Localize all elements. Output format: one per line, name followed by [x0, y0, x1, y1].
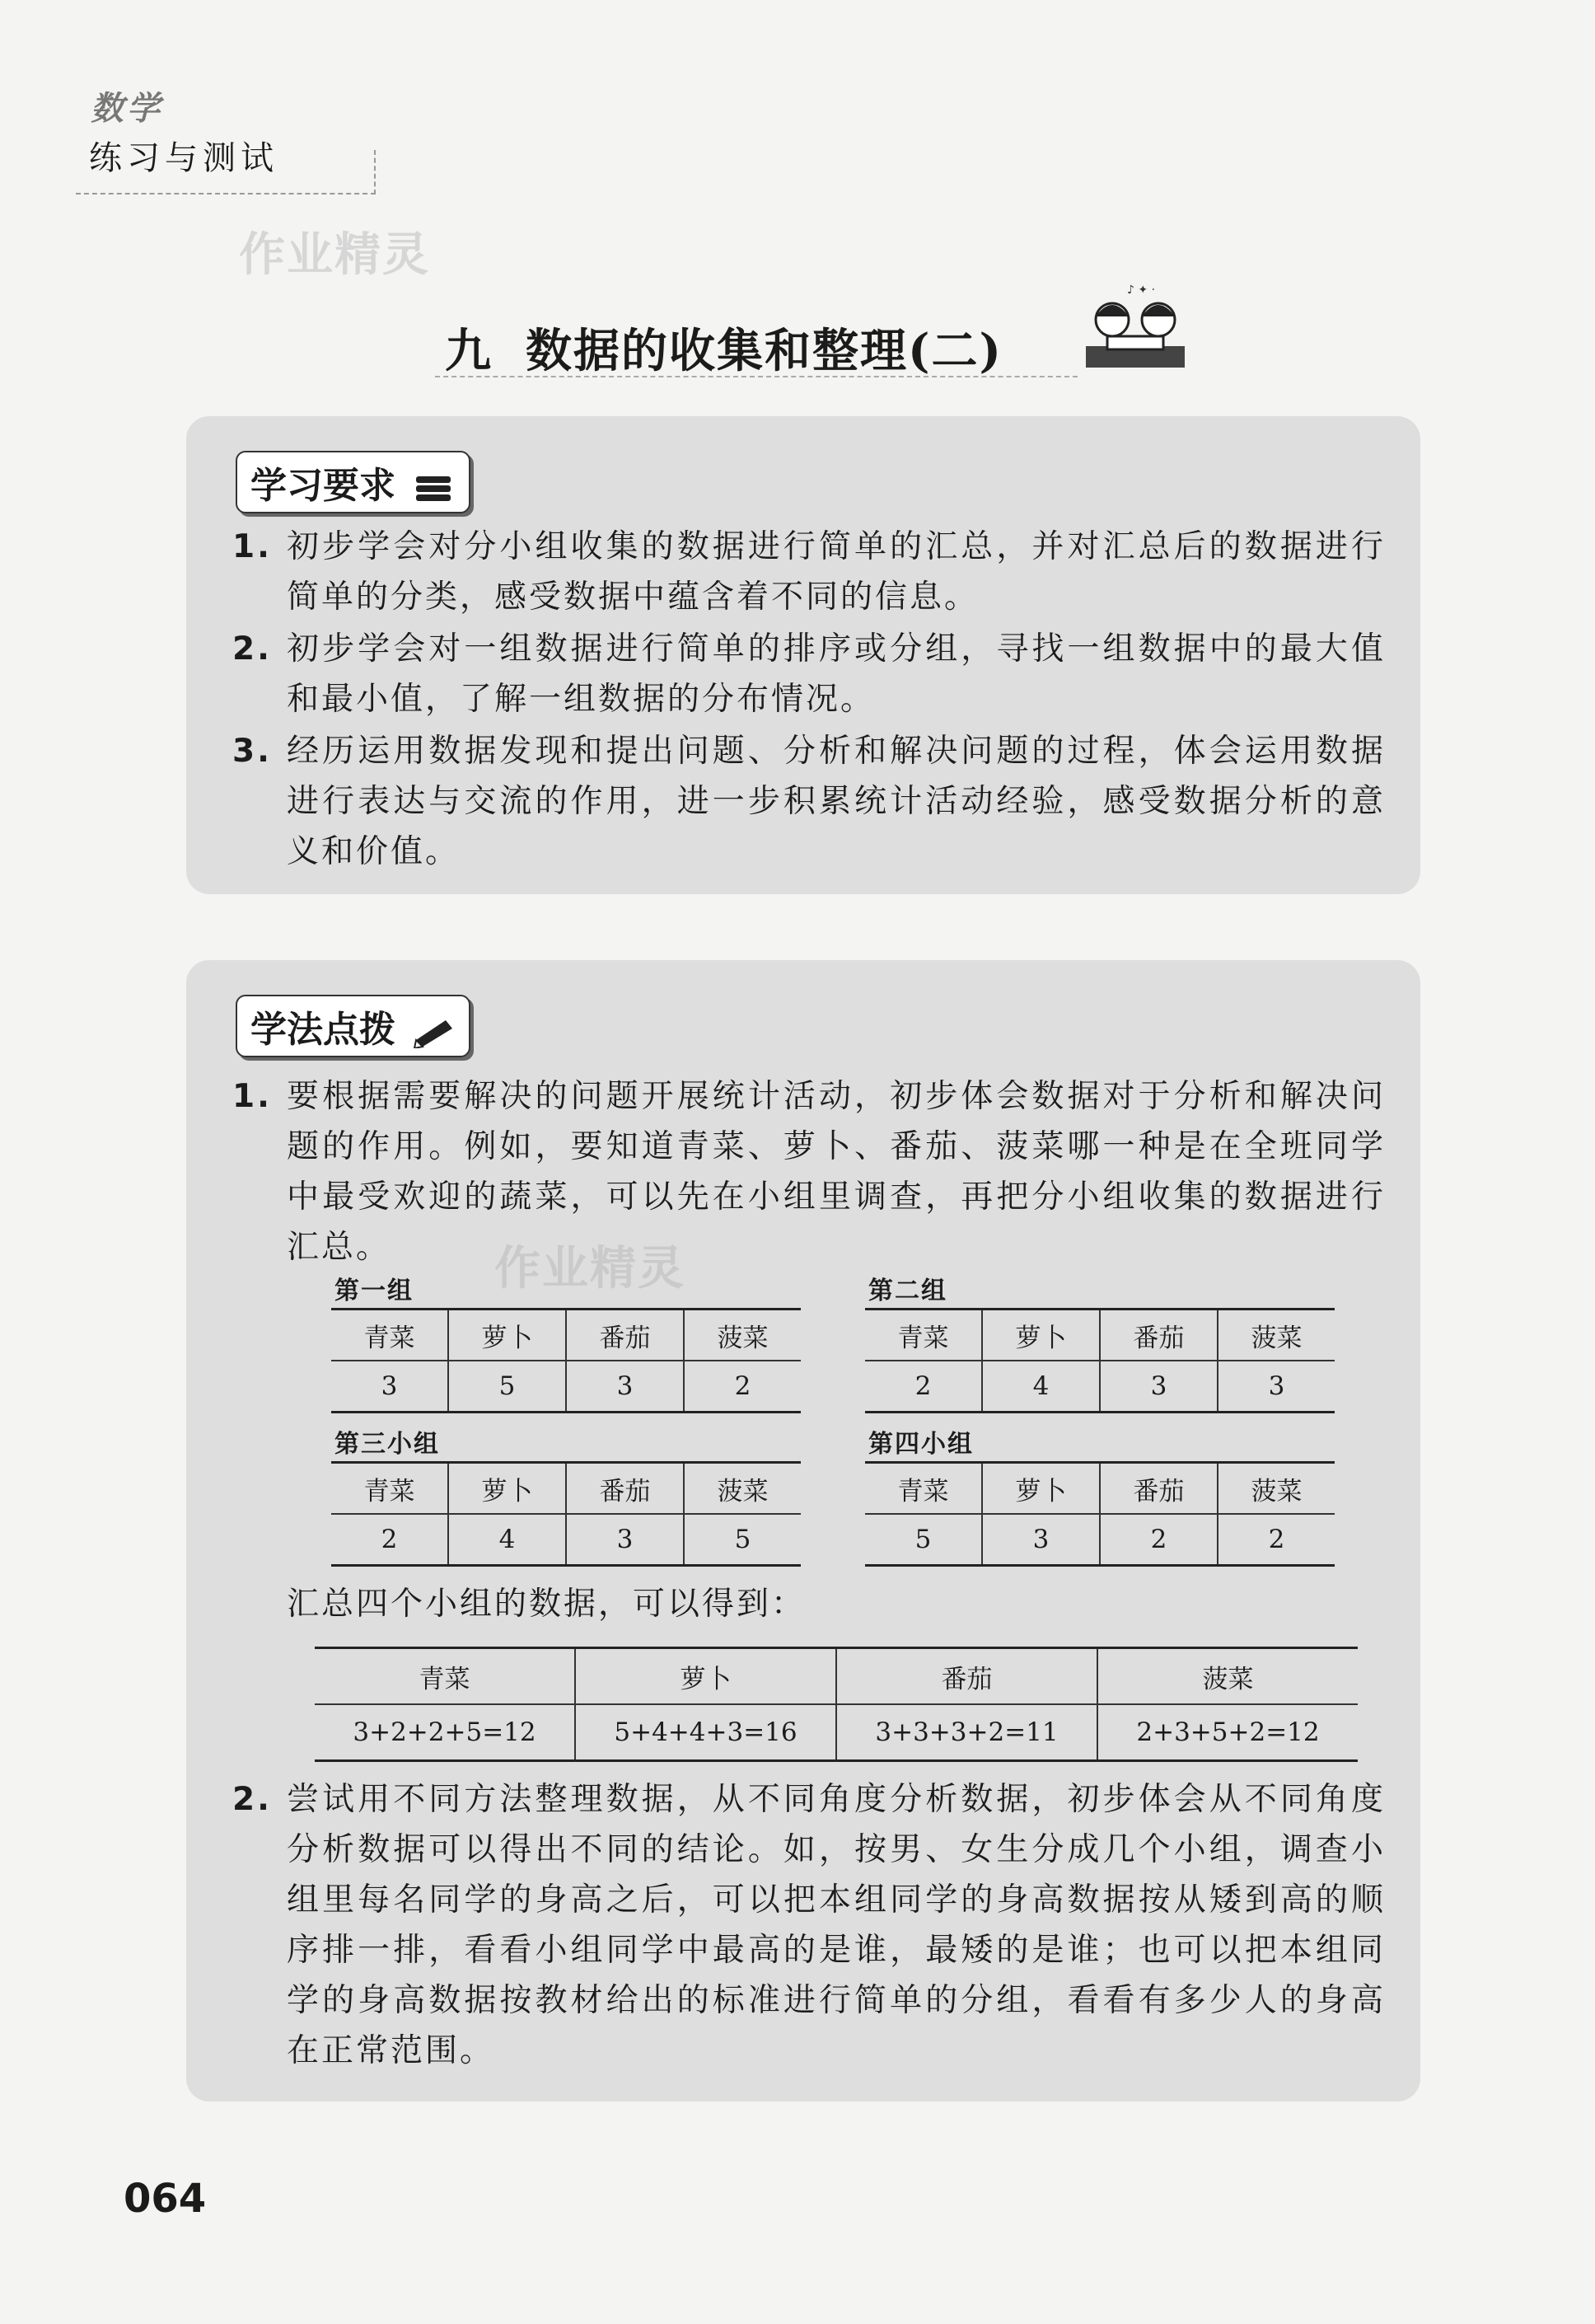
chapter-underline [435, 376, 1078, 377]
table-cell: 3 [1218, 1361, 1335, 1413]
table-cell: 3 [566, 1361, 684, 1413]
table-header-cell: 青菜 [865, 1463, 982, 1515]
table-cell: 5 [448, 1361, 566, 1413]
table-header-cell: 萝卜 [982, 1463, 1100, 1515]
item-number: 2. [232, 1781, 272, 1818]
tips-item-1 [232, 1071, 1386, 1272]
table-cell: 4 [982, 1361, 1100, 1413]
page-number: 064 [124, 2176, 207, 2222]
group-table [865, 1461, 1335, 1567]
book-icon [413, 471, 456, 504]
watermark: 作业精灵 [494, 1242, 685, 1296]
requirements-heading [236, 451, 470, 513]
table-header-cell: 菠菜 [684, 1463, 801, 1515]
item-text: 尝试用不同方法整理数据，从不同角度分析数据，初步体会从不同角度分析数据可以得出不同的结论。如，按男、女生分成几个小组，调查小组里每名同学的身高之后，可以把本组同学的身高数据按从矮到高的顺序排一排，看看小组同学中最高的是谁，最矮的是谁；也可以把本组同学的身高数据按教材给出的标准进行简单的分组，看看有多少人的身高在正常范围。 [287, 1781, 1386, 2069]
table-header-cell: 青菜 [331, 1463, 448, 1515]
table-header-cell: 番茄 [1100, 1310, 1218, 1361]
table-header-cell: 萝卜 [448, 1463, 566, 1515]
item-text: 初步学会对一组数据进行简单的排序或分组，寻找一组数据中的最大值和最小值，了解一组数据的分布情况。 [287, 630, 1386, 718]
item-number: 1. [232, 1078, 272, 1115]
table-cell: 5 [684, 1514, 801, 1566]
item-text: 初步学会对分小组收集的数据进行简单的汇总，并对汇总后的数据进行简单的分类，感受数据中蕴含着不同的信息。 [287, 528, 1386, 616]
table-header-cell: 番茄 [836, 1648, 1097, 1705]
reading-kids-icon [1078, 277, 1193, 376]
group-label: 第一组 [334, 1277, 414, 1305]
requirements-panel [186, 416, 1420, 894]
table-header-cell: 菠菜 [1218, 1463, 1335, 1515]
table-header-cell: 青菜 [865, 1310, 982, 1361]
chapter-number: 九 [445, 324, 493, 378]
item-text: 要根据需要解决的问题开展统计活动，初步体会数据对于分析和解决问题的作用。例如，要知道青菜、萝卜、番茄、菠菜哪一种是在全班同学中最受欢迎的蔬菜，可以先在小组里调查，再把分小组收集的数据进行汇总。 [287, 1078, 1386, 1266]
tips-item-2 [232, 1774, 1386, 2076]
table-cell: 2 [684, 1361, 801, 1413]
group-table [865, 1308, 1335, 1413]
requirement-item [232, 624, 1386, 724]
summary-lead-text: 汇总四个小组的数据，可以得到： [287, 1586, 807, 1623]
subject-label: 数学 [91, 90, 163, 128]
table-cell: 5 [865, 1514, 982, 1566]
table-cell: 2 [1100, 1514, 1218, 1566]
table-cell: 3 [982, 1514, 1100, 1566]
table-cell: 3 [331, 1361, 448, 1413]
table-header-cell: 番茄 [566, 1463, 684, 1515]
table-cell: 2 [1218, 1514, 1335, 1566]
group-label: 第三小组 [334, 1430, 440, 1459]
group-table [331, 1308, 801, 1413]
chapter-name: 数据的收集和整理(二) [526, 324, 1003, 378]
group-label: 第四小组 [868, 1430, 974, 1459]
table-header-cell: 青菜 [331, 1310, 448, 1361]
table-cell: 3 [1100, 1361, 1218, 1413]
item-text: 经历运用数据发现和提出问题、分析和解决问题的过程，体会运用数据进行表达与交流的作用，进一步积累统计活动经验，感受数据分析的意义和价值。 [287, 733, 1386, 870]
tips-panel [186, 960, 1420, 2101]
table-header-cell: 萝卜 [448, 1310, 566, 1361]
table-header-cell: 青菜 [315, 1648, 575, 1705]
requirement-item [232, 726, 1386, 877]
table-header-cell: 番茄 [566, 1310, 684, 1361]
table-header-cell: 番茄 [1100, 1463, 1218, 1515]
table-cell: 3+2+2+5=12 [315, 1704, 575, 1761]
table-cell: 3+3+3+2=11 [836, 1704, 1097, 1761]
table-cell: 2+3+5+2=12 [1097, 1704, 1358, 1761]
table-header-cell: 萝卜 [575, 1648, 836, 1705]
table-header-cell: 菠菜 [1218, 1310, 1335, 1361]
table-cell: 2 [865, 1361, 982, 1413]
item-number: 3. [232, 733, 272, 770]
group-label: 第二组 [868, 1277, 947, 1305]
table-header-cell: 菠菜 [1097, 1648, 1358, 1705]
watermark: 作业精灵 [239, 228, 430, 282]
item-number: 1. [232, 528, 272, 565]
tips-heading-text: 学法点拨 [250, 1009, 395, 1051]
tips-heading [236, 995, 470, 1057]
group-table [331, 1461, 801, 1567]
chapter-title [445, 315, 1003, 381]
book-title: 练习与测试 [89, 139, 278, 177]
table-cell: 4 [448, 1514, 566, 1566]
table-header-cell: 萝卜 [982, 1310, 1100, 1361]
table-cell: 3 [566, 1514, 684, 1566]
pencil-icon [413, 1015, 456, 1048]
requirement-item [232, 522, 1386, 622]
table-cell: 2 [331, 1514, 448, 1566]
table-cell: 5+4+4+3=16 [575, 1704, 836, 1761]
requirements-heading-text: 学习要求 [250, 465, 395, 507]
table-header-cell: 菠菜 [684, 1310, 801, 1361]
summary-table [315, 1647, 1358, 1762]
svg-text:♪ ✦ ·: ♪ ✦ · [1127, 283, 1156, 297]
item-number: 2. [232, 630, 272, 668]
